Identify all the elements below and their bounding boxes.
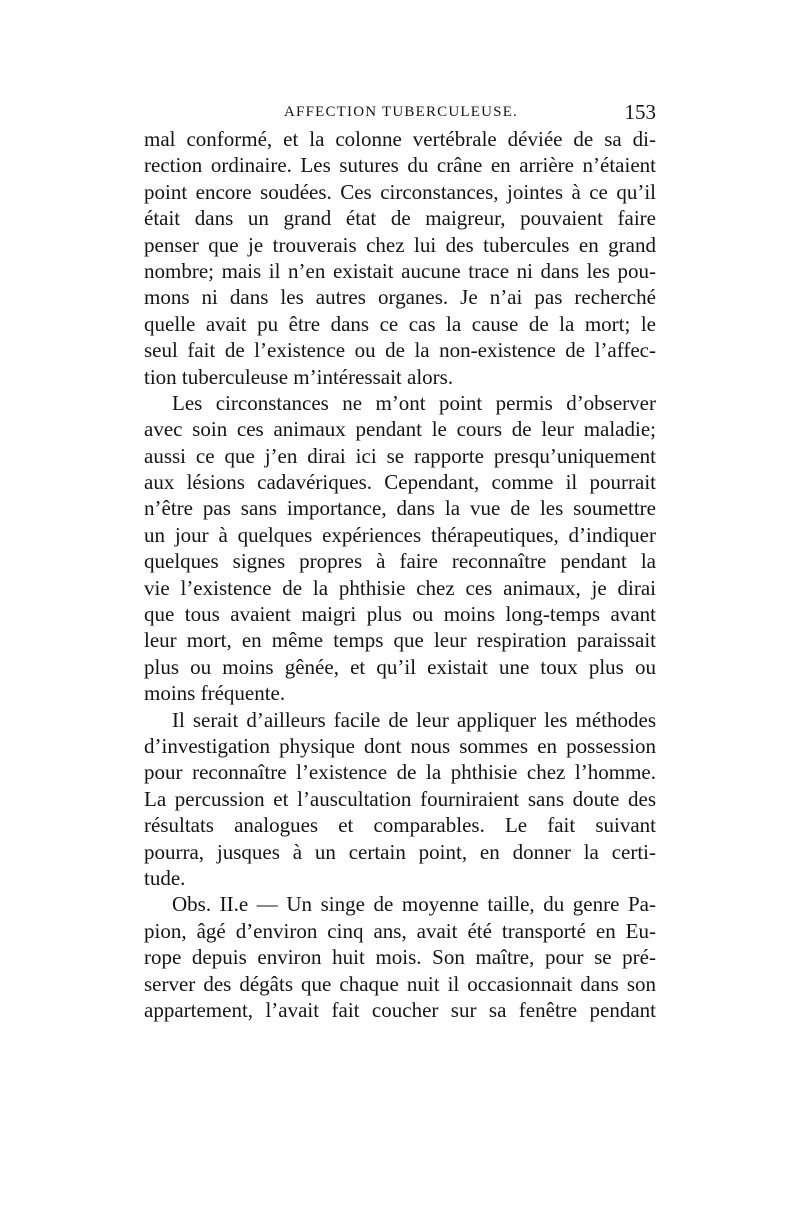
text-line: plus ou moins gênée, et qu’il existait une toux plus ou <box>144 654 656 679</box>
page-number: 153 <box>624 100 656 124</box>
text-line: d’investigation physique dont nous sommes en possession <box>144 733 656 758</box>
text-line: Il serait d’ailleurs facile de leur appliquer les méthodes <box>172 707 656 732</box>
text-line: Les circonstances ne m’ont point permis d’observer <box>172 390 656 415</box>
text-line: était dans un grand état de maigreur, pouvaient faire <box>144 206 656 231</box>
text-line: avec soin ces animaux pendant le cours de leur maladie; <box>144 417 656 442</box>
text-line: quelle avait pu être dans ce cas la cause de la mort; le <box>144 311 656 336</box>
text-line: appartement, l’avait fait coucher sur sa fenêtre pendant <box>144 997 656 1022</box>
text-line: tion tuberculeuse m’intéressait alors. <box>144 364 454 389</box>
text-line: rope depuis environ huit mois. Son maître, pour se pré- <box>144 945 656 970</box>
text-line: server des dégâts que chaque nuit il occasionnait dans son <box>144 971 656 996</box>
running-head <box>144 100 656 128</box>
text-line: tude. <box>144 865 186 890</box>
text-line: pion, âgé d’environ cinq ans, avait été transporté en Eu- <box>144 918 656 943</box>
body-text <box>144 126 656 1023</box>
text-line: un jour à quelques expériences thérapeutiques, d’indiquer <box>144 522 656 547</box>
text-line: seul fait de l’existence ou de la non-existence de l’affec- <box>144 338 656 363</box>
text-line: que tous avaient maigri plus ou moins long-temps avant <box>144 602 656 627</box>
text-line: moins fréquente. <box>144 681 286 706</box>
text-line: quelques signes propres à faire reconnaître pendant la <box>144 549 656 574</box>
text-line: pourra, jusques à un certain point, en donner la certi- <box>144 839 656 864</box>
text-line: Obs. II.e — Un singe de moyenne taille, du genre Pa- <box>172 892 656 917</box>
text-line: rection ordinaire. Les sutures du crâne en arrière n’étaient <box>144 153 656 178</box>
text-line: penser que je trouverais chez lui des tubercules en grand <box>144 232 656 257</box>
text-line: vie l’existence de la phthisie chez ces animaux, je dirai <box>144 575 656 600</box>
text-line: résultats analogues et comparables. Le fait suivant <box>144 813 656 838</box>
text-line: aussi ce que j’en dirai ici se rapporte presqu’uniquement <box>144 443 656 468</box>
text-line: point encore soudées. Ces circonstances, jointes à ce qu’il <box>144 179 656 204</box>
running-title: AFFECTION TUBERCULEUSE. <box>284 104 519 120</box>
text-line: pour reconnaître l’existence de la phthisie chez l’homme. <box>144 760 656 785</box>
text-line: mal conformé, et la colonne vertébrale déviée de sa di- <box>144 127 656 151</box>
text-line: n’être pas sans importance, dans la vue de les soumettre <box>144 496 656 521</box>
text-line: leur mort, en même temps que leur respiration paraissait <box>144 628 656 653</box>
text-line: nombre; mais il n’en existait aucune trace ni dans les pou- <box>144 258 656 283</box>
text-line: aux lésions cadavériques. Cependant, comme il pourrait <box>144 470 656 495</box>
text-line: mons ni dans les autres organes. Je n’ai pas recherché <box>144 285 656 310</box>
text-line: La percussion et l’auscultation fourniraient sans doute des <box>144 786 656 811</box>
